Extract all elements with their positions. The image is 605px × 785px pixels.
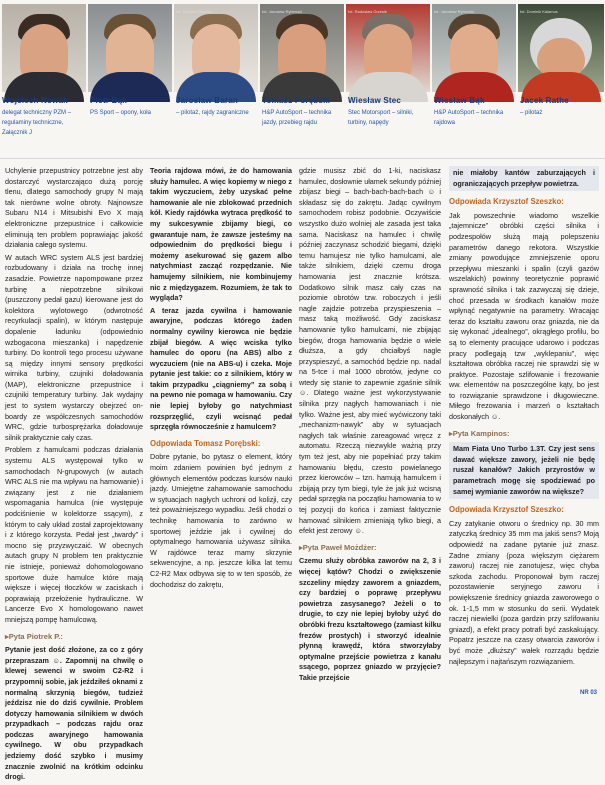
photo-wieslaw-bak: fot. Jarosław Rybeński <box>432 4 516 92</box>
column-4 <box>449 166 599 669</box>
person-name: Tomasz Porębski <box>262 96 331 105</box>
answer-author: Odpowiada Krzysztof Szeszko: <box>449 197 564 207</box>
question-text: nie miałoby kantów zaburzających i ograniczających przepływ powietrza. <box>449 166 599 191</box>
question-text: Pytanie jest dość złożone, za co z góry przepraszam ☺. Zapomnij na chwilę o klewej sewenci w swoim C2-R2 i przypomnij sobie, jak jeździłeś oknami z normalną skrzynią biegów, tudzież jeździsz nie do dziś cywilnie. Problem dotyczy hamowania silnikiem w dwóch przypadkach – podczas rajdu oraz podczas awaryjnego hamowania cywilnego. W obu przypadkach jedziemy dość szybko i musimy znacznie zwolnić na krótkim odcinku drogi. <box>5 645 143 782</box>
column-1 <box>5 166 143 785</box>
header-divider <box>0 158 605 159</box>
person-role: H&P AutoSport – technika jazdy, przebieg rajdu <box>262 110 332 126</box>
paragraph: W autach WRC system ALS jest bardziej rozbudowany i działa na trochę innej zasadzie. Powietrze napompowane przez turbinę a niepotrzebne silnikowi (puszczony pedał gazu) kierowane jest do kolektora wylotowego (odwrotność recyrkulacji spalin), w którym następuje dopalenie ładunku (odpowiednio wzbogacona mieszanka) i napędzenie turbiny. Do kontroli tego procesu używane są między innymi sensory prędkości wirnika turbiny, czujniki doładowania (MAP), elektroniczne przepustnice i czujniki temperatury turbiny. Jak wydajny jest to system wystarczy obejrzeć on-boardy ze współczesnych samochodów WRC, gdzie turbosprężarka doładowuje silnik praktycznie cały czas. <box>5 252 143 442</box>
question-asker: ▸ Pyta Kampinos: <box>449 429 599 440</box>
person-name: Jarosław Baran <box>176 96 238 105</box>
person-name: Jacek Rathe <box>520 96 569 105</box>
person-name: Wiesław Bąk <box>434 96 485 105</box>
question-asker: ▸ Pyta Piotrek P.: <box>5 632 143 643</box>
photo-wojciech-nowak <box>2 4 86 92</box>
answer-author: Odpowiada Krzysztof Szeszko: <box>449 505 564 515</box>
column-3 <box>299 166 441 686</box>
answer-author: Odpowiada Tomasz Porębski: <box>150 438 261 448</box>
photo-piotr-bak <box>88 4 172 92</box>
paragraph: Uchylenie przepustnicy potrzebne jest aby dostarczyć wystarczająco dużą porcję tlenu, dlatego samochody grupy N mają tak nierówne wolne obroty. Najnowsze Subaru N14 i Mitsubishi Evo X mają elektroniczne przepustnice i całkowicie eliminują ten problem poprawiając jakość działania całego systemu. <box>5 166 143 250</box>
answer-text: Dobre pytanie, bo pytasz o element, który moim zdaniem powinien być jednym z głównych elementów podczas kursów nauki jazdy. Umiejętne zahamowanie samochodu w sytuacjach nagłych uchroni od kolizji, czy też poważniejszego wypadku. Jeśli chodzi o technikę hamowania to zarówno w sportowej jeździe jak i cywilnej do optymalnego hamowania używasz silnika. W rajdówce teraz mamy skrzynie sekwencyjne, a np. jeszcze kilka lat temu C2-R2 Max odbywa się to w ten sposób, że dochodzisz do zakrętu, <box>150 452 292 589</box>
column-2 <box>150 166 292 592</box>
paragraph: Problem z hamulcami podczas działania systemu ALS występował tylko w samochodach N-grupowych (w autach WRC ALS nie ma wpływu na hamowanie) i związany jest z nie działaniem wspomagania hamulca (nie występuje podciśnienie w kolektorze ssącym), z którym to cały układ został zaprojektowany i z którego korzysta. Pedał jest „twardy” i mocno się przyzwyczaić. W obecnych autach grupy N problem ten praktycznie nie istnieje, ponieważ dohomologowano sportowe duże hamulce które mają większe i więcej tłoczków w zaciskach i poprawiają przełożenie hydrauliczne. W Lancerze Evo X homologowano nawet mniejszą pompę hamulcową. <box>5 445 143 624</box>
question-text: A teraz jazda cywilna i hamowanie awaryjne, podczas którego żaden normalny cywilny kierowca nie będzie zbijał biegów. A więc wciska tylko hamulec do oporu (na ABS) albo z wyczuciem (nie na ABS-u) i czeka. Moje pytanie jest takie: co z silnikiem, który w takim przypadku „ciągniemy” za sobą i na pewno nie pomaga w hamowaniu. Czy nie lepiej byłoby go natychmiast rozsprzęglić, czyli wcisnąć pedał sprzęgła równocześnie z hamulcem? <box>150 305 292 432</box>
question-text: Mam Fiata Uno Turbo 1.3T. Czy jest sens dawać większe zawory, jeżeli nie będę ruszał kanałów? Jakich przyrostów w parametrach mogę się spodziewać po samej wymianie zaworów na większe? <box>449 442 599 499</box>
question-text: Czemu służy obróbka zaworów na 2, 3 i więcej kątów? Chodzi o zwiększenie szczeliny między zaworem a gniazdem, czy bardziej o poprawę przepływu powietrza zasysanego? Jeżeli o to drugie, to czy nie lepiej byłoby użyć do obróbki frezu kształtowego (zamiast kilku frezów prostych) i stworzyć idealnie płynną krawędź, która stworzyłaby optymalne przejście powietrza z kanału ssącego, poprzez gniazdo w przyjęcie? Takie przejście <box>299 556 441 682</box>
photo-wieslaw-stec: fot. Radosław Grzesik <box>346 4 430 92</box>
person-role: Stec Motorsport – silniki, turbiny, napędy <box>348 110 414 126</box>
person-role: H&P AutoSport – technika rajdowa <box>434 110 504 126</box>
answer-text: Jak powszechnie wiadomo wszelkie „tajemnicze” obróbki części silnika i podzespołów służą mają polepszeniu parametrów danego rekotora. Wszystkie zmiany powodujące zmniejszenie oporu przepływu mieszanki i spalin (czyli gazów wszelakich) powinny teoretycznie poprawić sprawność silnika i tak zazwyczaj się dzieje, choć przesada w środkach kanałów może wpłynąć negatywnie na parametry. Wracając teraz do kształtu zaworu oraz gniazda, nie da się wykonać „idealnego”, okrągłego profilu, bo są to elementy pracujące udarowo i podczas pracy podlegają tzw „wyklepaniu”, więc kształtowa obróbka raczej nie sprawdzi się w praktyce. Pozostaje szlifowanie i frezowanie ww. elementów na poszczególne kąty, bo jest to rozwiązanie sprawdzone i długowieczne. Miłego frezowania i marzeń o kształtach doskonałych ☺. <box>449 210 599 422</box>
question-text: Teoria rajdowa mówi, że do hamowania służy hamulec. A więc kopiemy w niego z takim wyczuciem, żeby uzyskać pełne hamowanie ale nie zblokować przednich kół. Kiedy rajdówka wytraca prędkość to my sukcesywnie zbijamy biegi, co gwarantuje nam, że zawsze jesteśmy na odpowiednim do prędkości biegu i możemy asekurować się gazem albo natychmiast zacząć rozpędzanie. Nie hamujemy silnikiem, nie kombinujemy nic z międzygazem. Rozumiem, że tak to wygląda? <box>150 166 292 303</box>
question-asker: ▸ Pyta Paweł Możdżer: <box>299 543 441 554</box>
photo-tomasz-porebski: fot. Jarosław Rybeński <box>260 4 344 92</box>
person-name: Wiesław Stec <box>348 96 402 105</box>
answer-text: Czy zatykanie otworu o średnicy np. 30 mm zatyczką średnicy 35 mm ma jakiś sens? Moją odpowiedź na zadane pytanie już znasz. Zadne zmiany (poza większym ciężarem zaworu) raczej nie zanotujesz, więc chyba szkoda zachodu. Proponował bym raczej pozostawienie seryjnego zaworu i powiększenie średnicy gniazda zaworowego o ok. 1-1,5 mm w stosunku do serii. Wydatek raczej niewielki (poza gardzin przy szlifowaniu gniazd), a efekt pracy potrafi być zaskakujący. Popatrz jeszcze na czasy otwarcia zaworów i być może „dłuższy” wałek rozrządu będzie najlepszym i najtańszym rozwiązaniem. <box>449 518 599 666</box>
person-role: – pilotaż, rajdy zagraniczne <box>176 110 249 116</box>
person-name: Piotr Bąk <box>90 96 127 105</box>
photo-strip <box>0 0 605 93</box>
photo-jacek-rathe: fot. Dominik Kalamus <box>518 4 604 92</box>
page-number: NR 03 <box>579 690 597 696</box>
people-captions <box>0 93 605 153</box>
person-name: Wojciech Nowak <box>2 96 68 105</box>
person-role: – pilotaż <box>520 110 543 116</box>
person-role: delegat techniczny PZM – regulaminy techniczne, Załącznik J <box>2 110 72 136</box>
person-role: PS Sport – opony, koła <box>90 110 151 116</box>
photo-jaroslaw-baran: fot. Samuel Kubecki <box>174 4 258 92</box>
answer-text: gdzie musisz zbić do 1-ki, naciskasz hamulec, dosłownie ułamek sekundy później zbijasz biegi – bach-bach-bach-bach ☺ i składasz się do zakrętu. Jadąc cywilnym samochodem robisz podobnie. Oczywiście wszystko dużo wolniej ale zasada jest taka sama. Naciskasz na hamulec i chwilę później zaczynasz schodzić biegami, dzięki temu hamujesz nie tylko hamulcami, ale także silnikiem, dzięki czemu droga hamowania jest znacznie krótsza. Dodatkowo silnik masz cały czas na poziomie obrotów tzw. roboczych i jeśli nagle zajdzie potrzeba przyspieszenia – masz taką możliwość. Gdy zaciskasz hamowanie tylko hamulcami, nie zbijając biegów, droga hamowania będzie o wiele dłuższa, a gdy chciałbyś nagle przyspieszyć, a samochód będzie np. nadal na 5-tce i mał 1000 obrotów, jedyne co wtedy się stanie to zapewnie zgaśnie silnik ☺. Dlatego ważne jest wykorzystywanie silnika przy nagłych hamowaniach i nie tylko. Ważne jest, aby mieć wyćwiczony taki „mechanizm-nawyk” aby w sytuacjach nagłych tak właśnie zareagować wręcz z automatu. Rzeczą niezwykle ważną przy tym też jest, aby nie popełniać przy takim hamowaniu błędu, czesto powielanego przez kierowców – tzn. hamują hamulcem i zbijają przy tym biegi, tyle że jak już wcisną pedał sprzęgła na początku hamowania to w tej pozycji do końca i zamiast faktycznie hamować silnikiem zmieniają tylko biegi, a efekt jest zerowy ☺. <box>299 166 441 536</box>
